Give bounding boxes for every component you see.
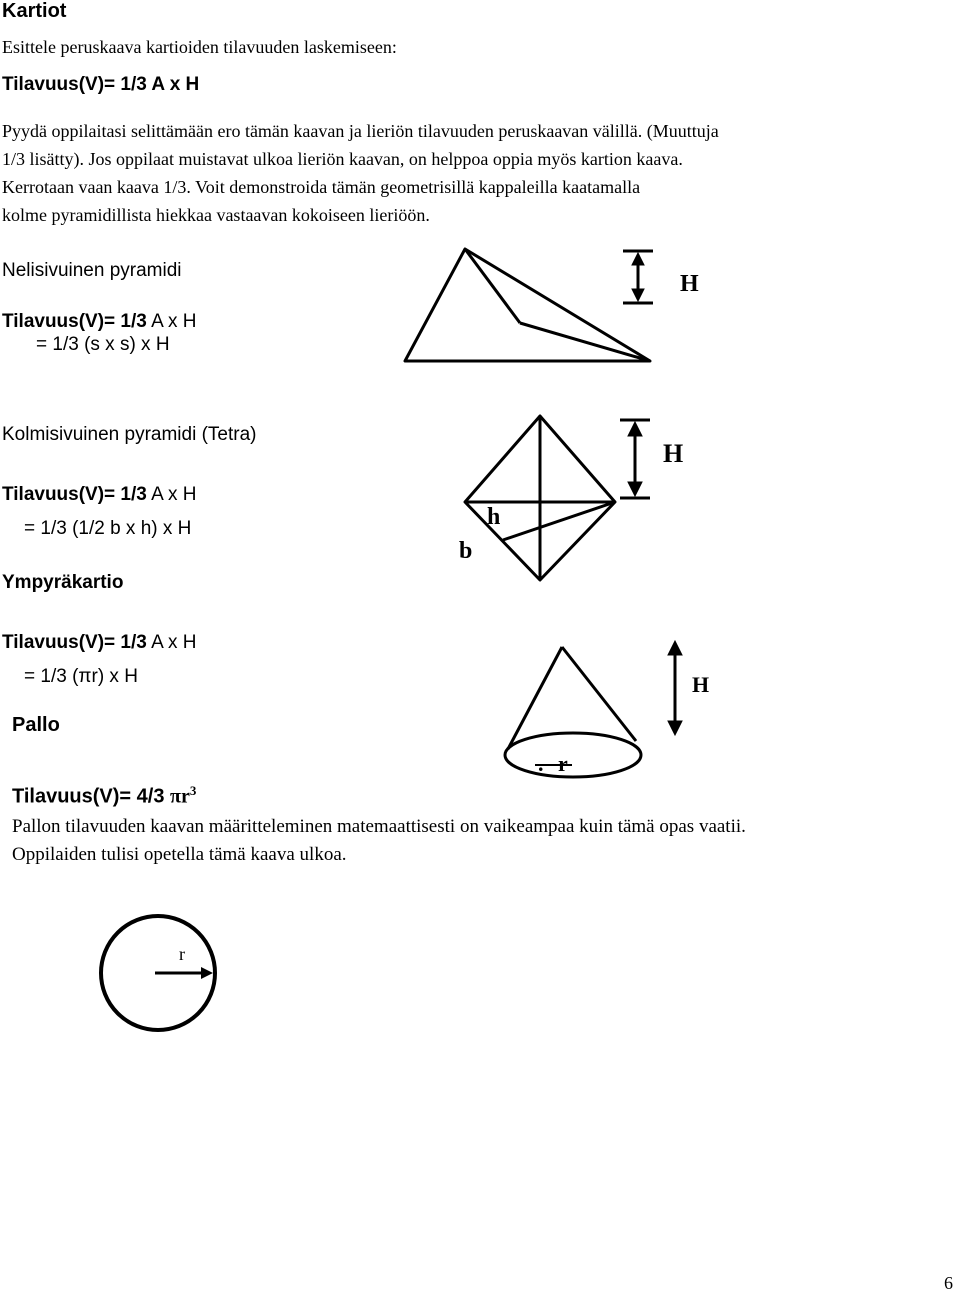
formula-rest-part: A x H	[146, 484, 197, 505]
formula-rest-part: A x H	[146, 311, 197, 332]
formula-expansion-square-pyramid: = 1/3 (s x s) x H	[36, 334, 170, 355]
arrow-head-down	[632, 289, 644, 301]
arrow-head-up	[628, 422, 642, 436]
formula-bold-part: Tilavuus(V)= 1/3	[2, 632, 147, 653]
formula-sphere	[12, 783, 196, 809]
formula-rest-part: A x H	[146, 632, 197, 653]
figure-dot: .	[538, 751, 544, 776]
arrow-head-up	[632, 253, 644, 265]
formula-square-pyramid	[2, 311, 197, 333]
section-heading-square-pyramid: Nelisivuinen pyramidi	[2, 260, 182, 281]
tetrahedron-figure	[445, 412, 705, 584]
formula-cone	[2, 632, 197, 654]
intro-paragraph	[2, 117, 719, 229]
pyramid-outline	[405, 249, 650, 361]
note-line: Pallon tilavuuden kaavan määritteleminen matemaattisesti on vaikeampaa kuin tämä opas vaatii.	[12, 816, 746, 837]
paragraph-line: Kerrotaan vaan kaava 1/3. Voit demonstroida tämän geometrisillä kappaleilla kaatamalla	[2, 177, 641, 197]
formula-expansion-cone: = 1/3 (πr) x H	[24, 666, 138, 687]
formula-exponent: 3	[189, 783, 197, 798]
formula-bold-part: Tilavuus(V)= 1/3	[2, 484, 147, 505]
page-title: Kartiot	[2, 0, 67, 22]
cone-side	[562, 647, 636, 741]
formula-base-part: Tilavuus(V)= 4/3	[12, 785, 171, 808]
paragraph-line: kolme pyramidillista hiekkaa vastaavan kokoiseen lieriöön.	[2, 205, 430, 225]
square-pyramid-figure	[395, 243, 725, 369]
cone-figure	[500, 637, 730, 787]
figure-label-h: h	[487, 504, 501, 530]
figure-label-r: r	[179, 944, 185, 964]
pyramid-edge	[520, 323, 650, 361]
pyramid-edge	[465, 249, 520, 323]
arrow-head-down	[628, 482, 642, 496]
note-line: Oppilaiden tulisi opetella tämä kaava ulkoa.	[12, 844, 347, 865]
formula-pi-r: πr	[170, 785, 190, 808]
arrow-head-up	[668, 641, 682, 655]
figure-label-r: r	[558, 751, 568, 776]
formula-tetra	[2, 484, 197, 506]
figure-label-h: H	[680, 271, 699, 297]
arrow-head-down	[668, 721, 682, 735]
formula-bold-part: Tilavuus(V)= 1/3	[2, 311, 147, 332]
sphere-figure	[95, 910, 225, 1040]
page-number: 6	[944, 1273, 953, 1293]
figure-label-b: b	[459, 538, 473, 564]
figure-label-H: H	[663, 439, 684, 468]
paragraph-line: Pyydä oppilaitasi selittämään ero tämän kaavan ja lieriön tilavuuden peruskaavan välillä. (Muuttuja	[2, 121, 719, 141]
intro-text: Esittele peruskaava kartioiden tilavuuden laskemiseen:	[2, 37, 397, 57]
figure-label-H: H	[692, 672, 710, 697]
section-heading-tetra: Kolmisivuinen pyramidi (Tetra)	[2, 424, 257, 445]
sphere-note	[12, 813, 746, 869]
section-heading-sphere: Pallo	[12, 714, 60, 736]
cone-base	[505, 733, 641, 777]
paragraph-line: 1/3 lisätty). Jos oppilaat muistavat ulkoa lieriön kaavan, on helppoa oppia myös kartion kaava.	[2, 149, 683, 169]
section-heading-cone: Ympyräkartio	[2, 572, 124, 593]
formula-expansion-tetra: = 1/3 (1/2 b x h) x H	[24, 518, 192, 539]
arrow-head-right	[201, 967, 213, 979]
main-formula: Tilavuus(V)= 1/3 A x H	[2, 74, 200, 95]
